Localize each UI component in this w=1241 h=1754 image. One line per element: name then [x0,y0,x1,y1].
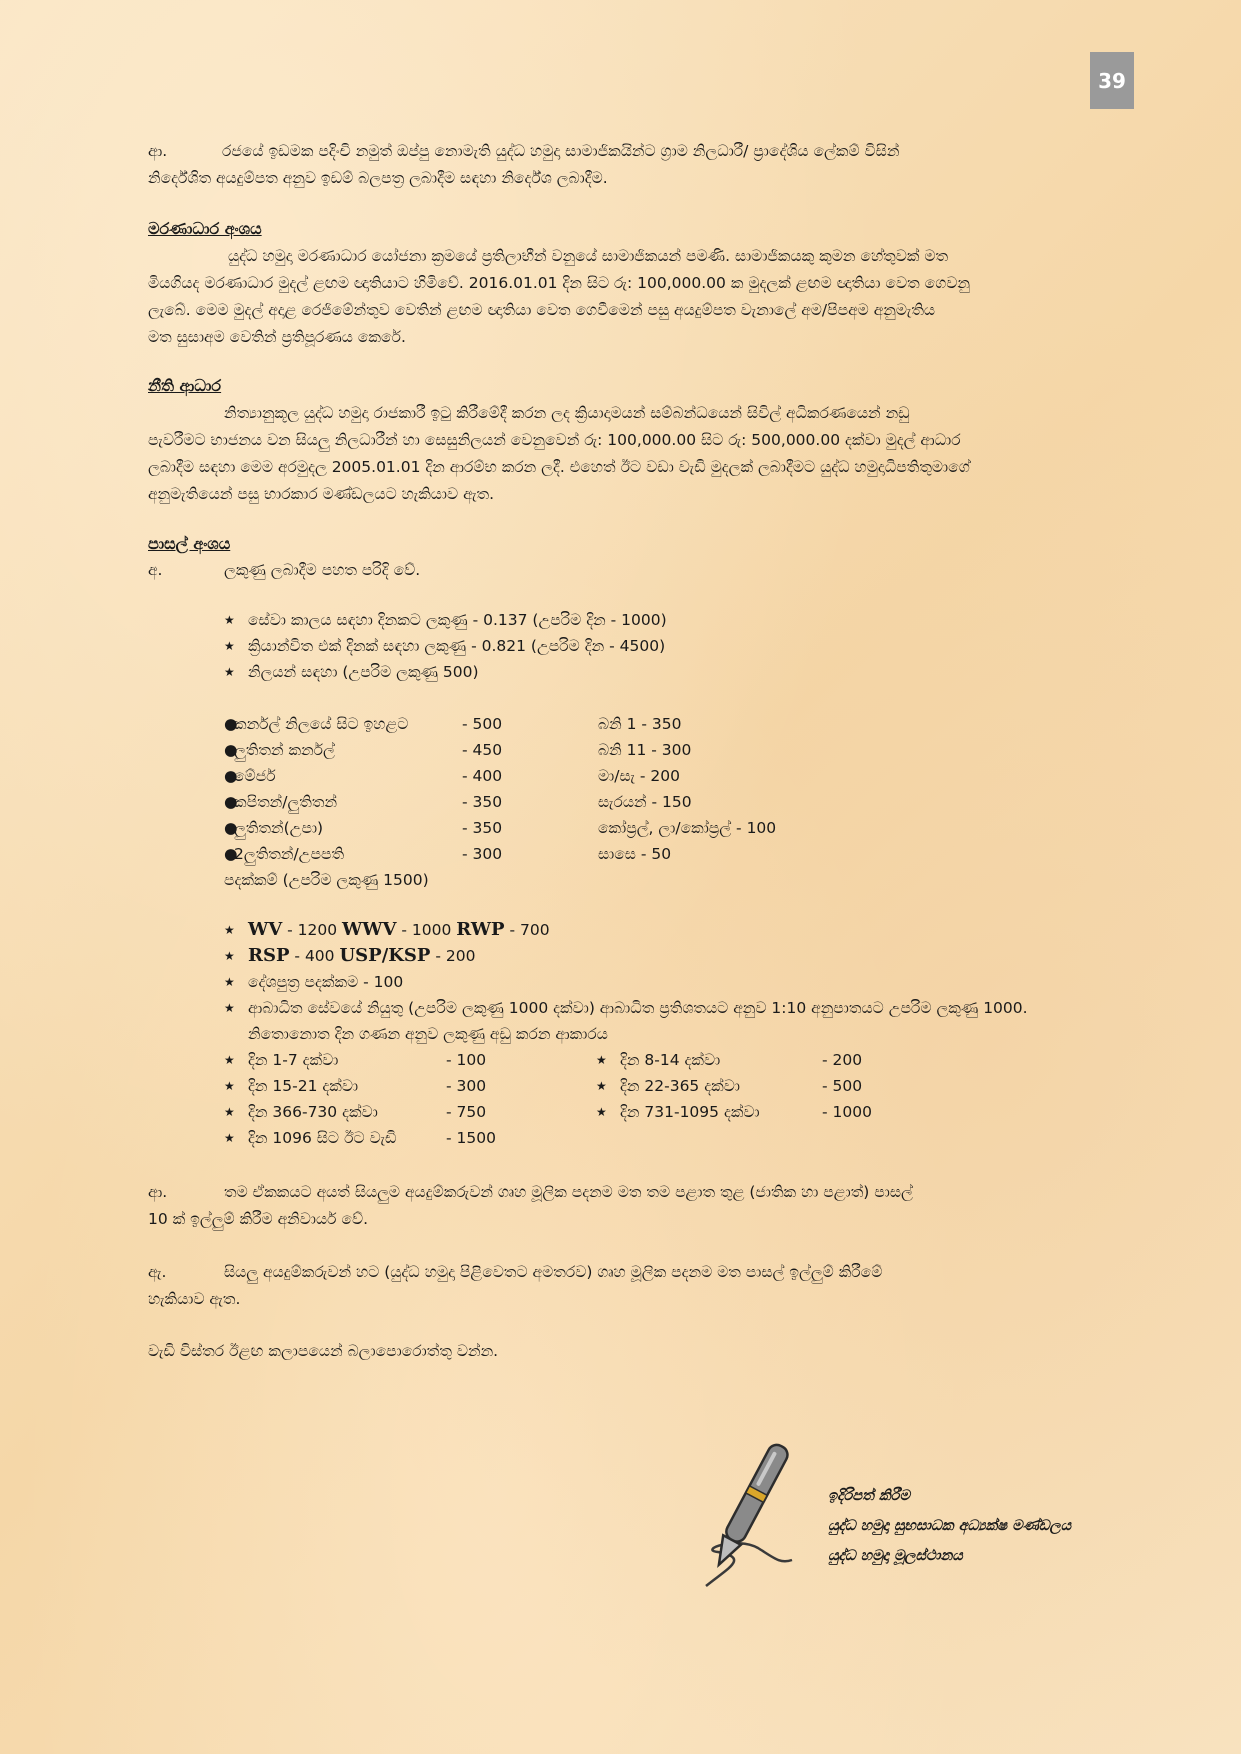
star-icon: ★ [224,1079,235,1093]
page-number: 39 [1090,52,1134,109]
bullet-icon: ● [224,767,238,785]
star-icon: ★ [224,665,235,679]
rank-item: ●මේජර් [224,767,276,785]
legal-line-4: අනුමැතියෙන් පසු භාරකාර මණ්ඩලයට හැකියාව ඇත. [148,485,495,503]
star-icon: ★ [596,1079,607,1093]
criteria-item: ★ ක්‍රියාන්විත එක් දිනක් සඳහා ලකුණු - 0.821 (උපරිම දින - 4500) [224,637,666,655]
death-line-2: මියගියද මරණාධාර මුදල් ළඟම ඥාතියාට හිමිවේ. 2016.01.01 දින සිට රු: 100,000.00 ක මුදලක් ළඟම ඥාතියා වෙත ගෙවනු [148,274,971,292]
medal-item: ★ දේශපුත්‍ර පදක්කම - 100 [224,973,404,991]
signature-line-3: යුද්ධ හමුදා මූලස්ථානය [828,1548,963,1564]
bullet-icon: ● [224,793,238,811]
star-icon: ★ [224,975,235,989]
star-icon: ★ [224,639,235,653]
school-a-text: ලකුණු ලබාදීම පහත පරිදි වේ. [224,561,421,579]
death-line-1: යුද්ධ හමුදා මරණාධාර යෝජනා ක්‍රමයේ ප්‍රතිලාභීන් වනුයේ සාමාජිකයන් පමණි. සාමාජිකයකු කුමන හේතුවක් මත [228,247,949,265]
star-icon: ★ [224,923,235,937]
bullet-icon: ● [224,819,238,837]
school-aa-line-2: 10 ක් ඉල්ලුම් කිරීම අනිවාර්ය වේ. [148,1210,369,1228]
pen-icon [688,1440,808,1590]
criteria-item: ★ නිලයන් සඳහා (උපරිම ලකුණු 500) [224,663,479,681]
death-line-3: ලැබේ. මෙම මුදල් අදාළ රෙජිමේන්තුව වෙතින් ළඟම ඥාතියා වෙත ගෙවීමෙන් පසු අයදුම්පත වැනාලේ අම/පිපඅම අනුමැතිය [148,301,936,319]
rank-right-item: සැරයන් - 150 [598,793,692,811]
deduction-item: ★ දින 1096 සිට ඊට වැඩි [224,1129,397,1147]
rank-item: ●කර්නල් නිලයේ සිට ඉහළට [224,715,409,733]
school-a-label: අ. [148,561,163,579]
star-icon: ★ [596,1105,607,1119]
legal-heading: නීති ආධාර [148,376,222,395]
deduction-item: ★ දින 731-1095 දක්වා [596,1103,760,1121]
rank-points: - 500 [462,715,503,733]
deduction-item: ★ දින 1-7 දක්වා [224,1051,339,1069]
rank-item: ●ලුතිතන්(උපා) [224,819,324,837]
rank-item: ●ලුතිතන් කර්නල් [224,741,335,759]
star-icon: ★ [224,949,235,963]
rank-points: - 300 [462,845,503,863]
deduction-points: - 1500 [446,1129,496,1147]
medals-title: පදක්කම් (උපරිම ලකුණු 1500) [224,871,429,889]
intro-line-1: රජයේ ඉඩමක පදිංචි නමුත් ඔප්පු නොමැති යුද්ධ හමුදා සාමාජිකයින්ට ග්‍රාම නිලධාරී/ ප්‍රාදේශිය ලේකම් විසින් [222,142,900,160]
closing-note: වැඩි විස්තර ඊළඟ කලාපයෙන් බලාපොරොත්තු වන්න. [148,1342,499,1360]
deduction-points: - 1000 [822,1103,872,1121]
deduction-title: නිතොනොත දින ගණන අනුව ලකුණු අඩු කරන ආකාරය [248,1025,608,1043]
deduction-item: ★ දින 22-365 දක්වා [596,1077,740,1095]
deduction-item: ★ දින 8-14 දක්වා [596,1051,721,1069]
school-ae-line-2: හැකියාව ඇත. [148,1290,241,1308]
star-icon: ★ [224,1053,235,1067]
intro-label: ආ. [148,142,168,160]
deduction-points: - 100 [446,1051,487,1069]
bullet-icon: ● [224,715,238,733]
rank-item: ●කපිතන්/ලුතිතන් [224,793,338,811]
criteria-item: ★ සේවා කාලය සඳහා දිනකට ලකුණු - 0.137 (උපරිම දින - 1000) [224,611,667,629]
signature-line-1: ඉදිරිපත් කිරීම [828,1488,910,1504]
rank-right-item: සාසෙ - 50 [598,845,672,863]
bullet-icon: ● [224,741,238,759]
school-aa-line-1: තම ඒකකයට අයත් සියලුම අයදුම්කරුවන් ගෘහ මූලික පදනම මත තම පළාත තුළ (ජාතික හා පළාත්) පාසල් [224,1183,913,1201]
rank-item: ●2ලුතිතන්/උපපති [224,845,345,863]
rank-points: - 400 [462,767,503,785]
rank-right-item: කෝප්‍රල්, ලා/කෝප්‍රල් - 100 [598,819,777,837]
star-icon: ★ [224,613,235,627]
disabled-item: ★ ආබාධිත සේවයේ නියුතු (උපරිම ලකුණු 1000 දක්වා) ආබාධිත ප්‍රතිශතයට අනුව 1:10 අනුපාතයට උපරිම ලකුණු 1000. [224,999,1028,1017]
death-heading: මරණාධාර අංශය [148,219,262,238]
star-icon: ★ [224,1131,235,1145]
school-heading: පාසල් අංශය [148,534,231,553]
deduction-points: - 750 [446,1103,487,1121]
legal-line-1: නිත්‍යානුකූල යුද්ධ හමුදා රාජකාරී ඉටු කිරීමේදී කරන ලද ක්‍රියාදාමයන් සම්බන්ධයෙන් සිවිල් අධිකරණයෙන් නඩු [224,404,910,422]
medal-item: ★ WV - 1200 WWV - 1000 RWP - 700 [224,919,550,940]
star-icon: ★ [224,1001,235,1015]
deduction-points: - 500 [822,1077,863,1095]
deduction-points: - 200 [822,1051,863,1069]
rank-right-item: බනි 1 - 350 [598,715,682,733]
legal-line-3: ලබාදීම සඳහා මෙම අරමුදල 2005.01.01 දින ආරම්භ කරන ලදී. එහෙත් ඊට වඩා වැඩි මුදලක් ලබාදීමට යුද්ධ හමුදාධිපතිතුමාගේ [148,458,970,476]
rank-points: - 350 [462,793,503,811]
deduction-item: ★ දින 15-21 දක්වා [224,1077,359,1095]
star-icon: ★ [224,1105,235,1119]
legal-line-2: පැවරීමට භාජනය වන සියලු නිලධාරීන් හා සෙසුනිලයන් වෙනුවෙන් රු: 100,000.00 සිට රු: 500,000.00 දක්වා මුදල් ආධාර [148,431,961,449]
signature-line-2: යුද්ධ හමුදා සුභසාධක අධ්‍යක්ෂ මණ්ඩලය [828,1518,1072,1534]
bullet-icon: ● [224,845,238,863]
school-aa-label: ආ. [148,1183,168,1201]
deduction-item: ★ දින 366-730 දක්වා [224,1103,378,1121]
rank-right-item: මා/සැ - 200 [598,767,680,785]
deduction-points: - 300 [446,1077,487,1095]
school-ae-label: ඇ. [148,1263,167,1281]
intro-line-2: නිර්දේශිත අයදුම්පත අනුව ඉඩම් බලපත්‍ර ලබාදීම සඳහා නිර්දේශ ලබාදීම. [148,169,608,187]
rank-points: - 450 [462,741,503,759]
medal-item: ★ RSP - 400 USP/KSP - 200 [224,945,476,966]
death-line-4: මත සුසාඅම වෙතින් ප්‍රතිපූරණය කෙරේ. [148,328,406,346]
rank-right-item: බනි 11 - 300 [598,741,692,759]
star-icon: ★ [596,1053,607,1067]
school-ae-line-1: සියලු අයදුම්කරුවන් හට (යුද්ධ හමුදා පිළිවෙතට අමතරව) ගෘහ මූලික පදනම මත පාසල් ඉල්ලුම් කිරීමේ [224,1263,883,1281]
rank-points: - 350 [462,819,503,837]
